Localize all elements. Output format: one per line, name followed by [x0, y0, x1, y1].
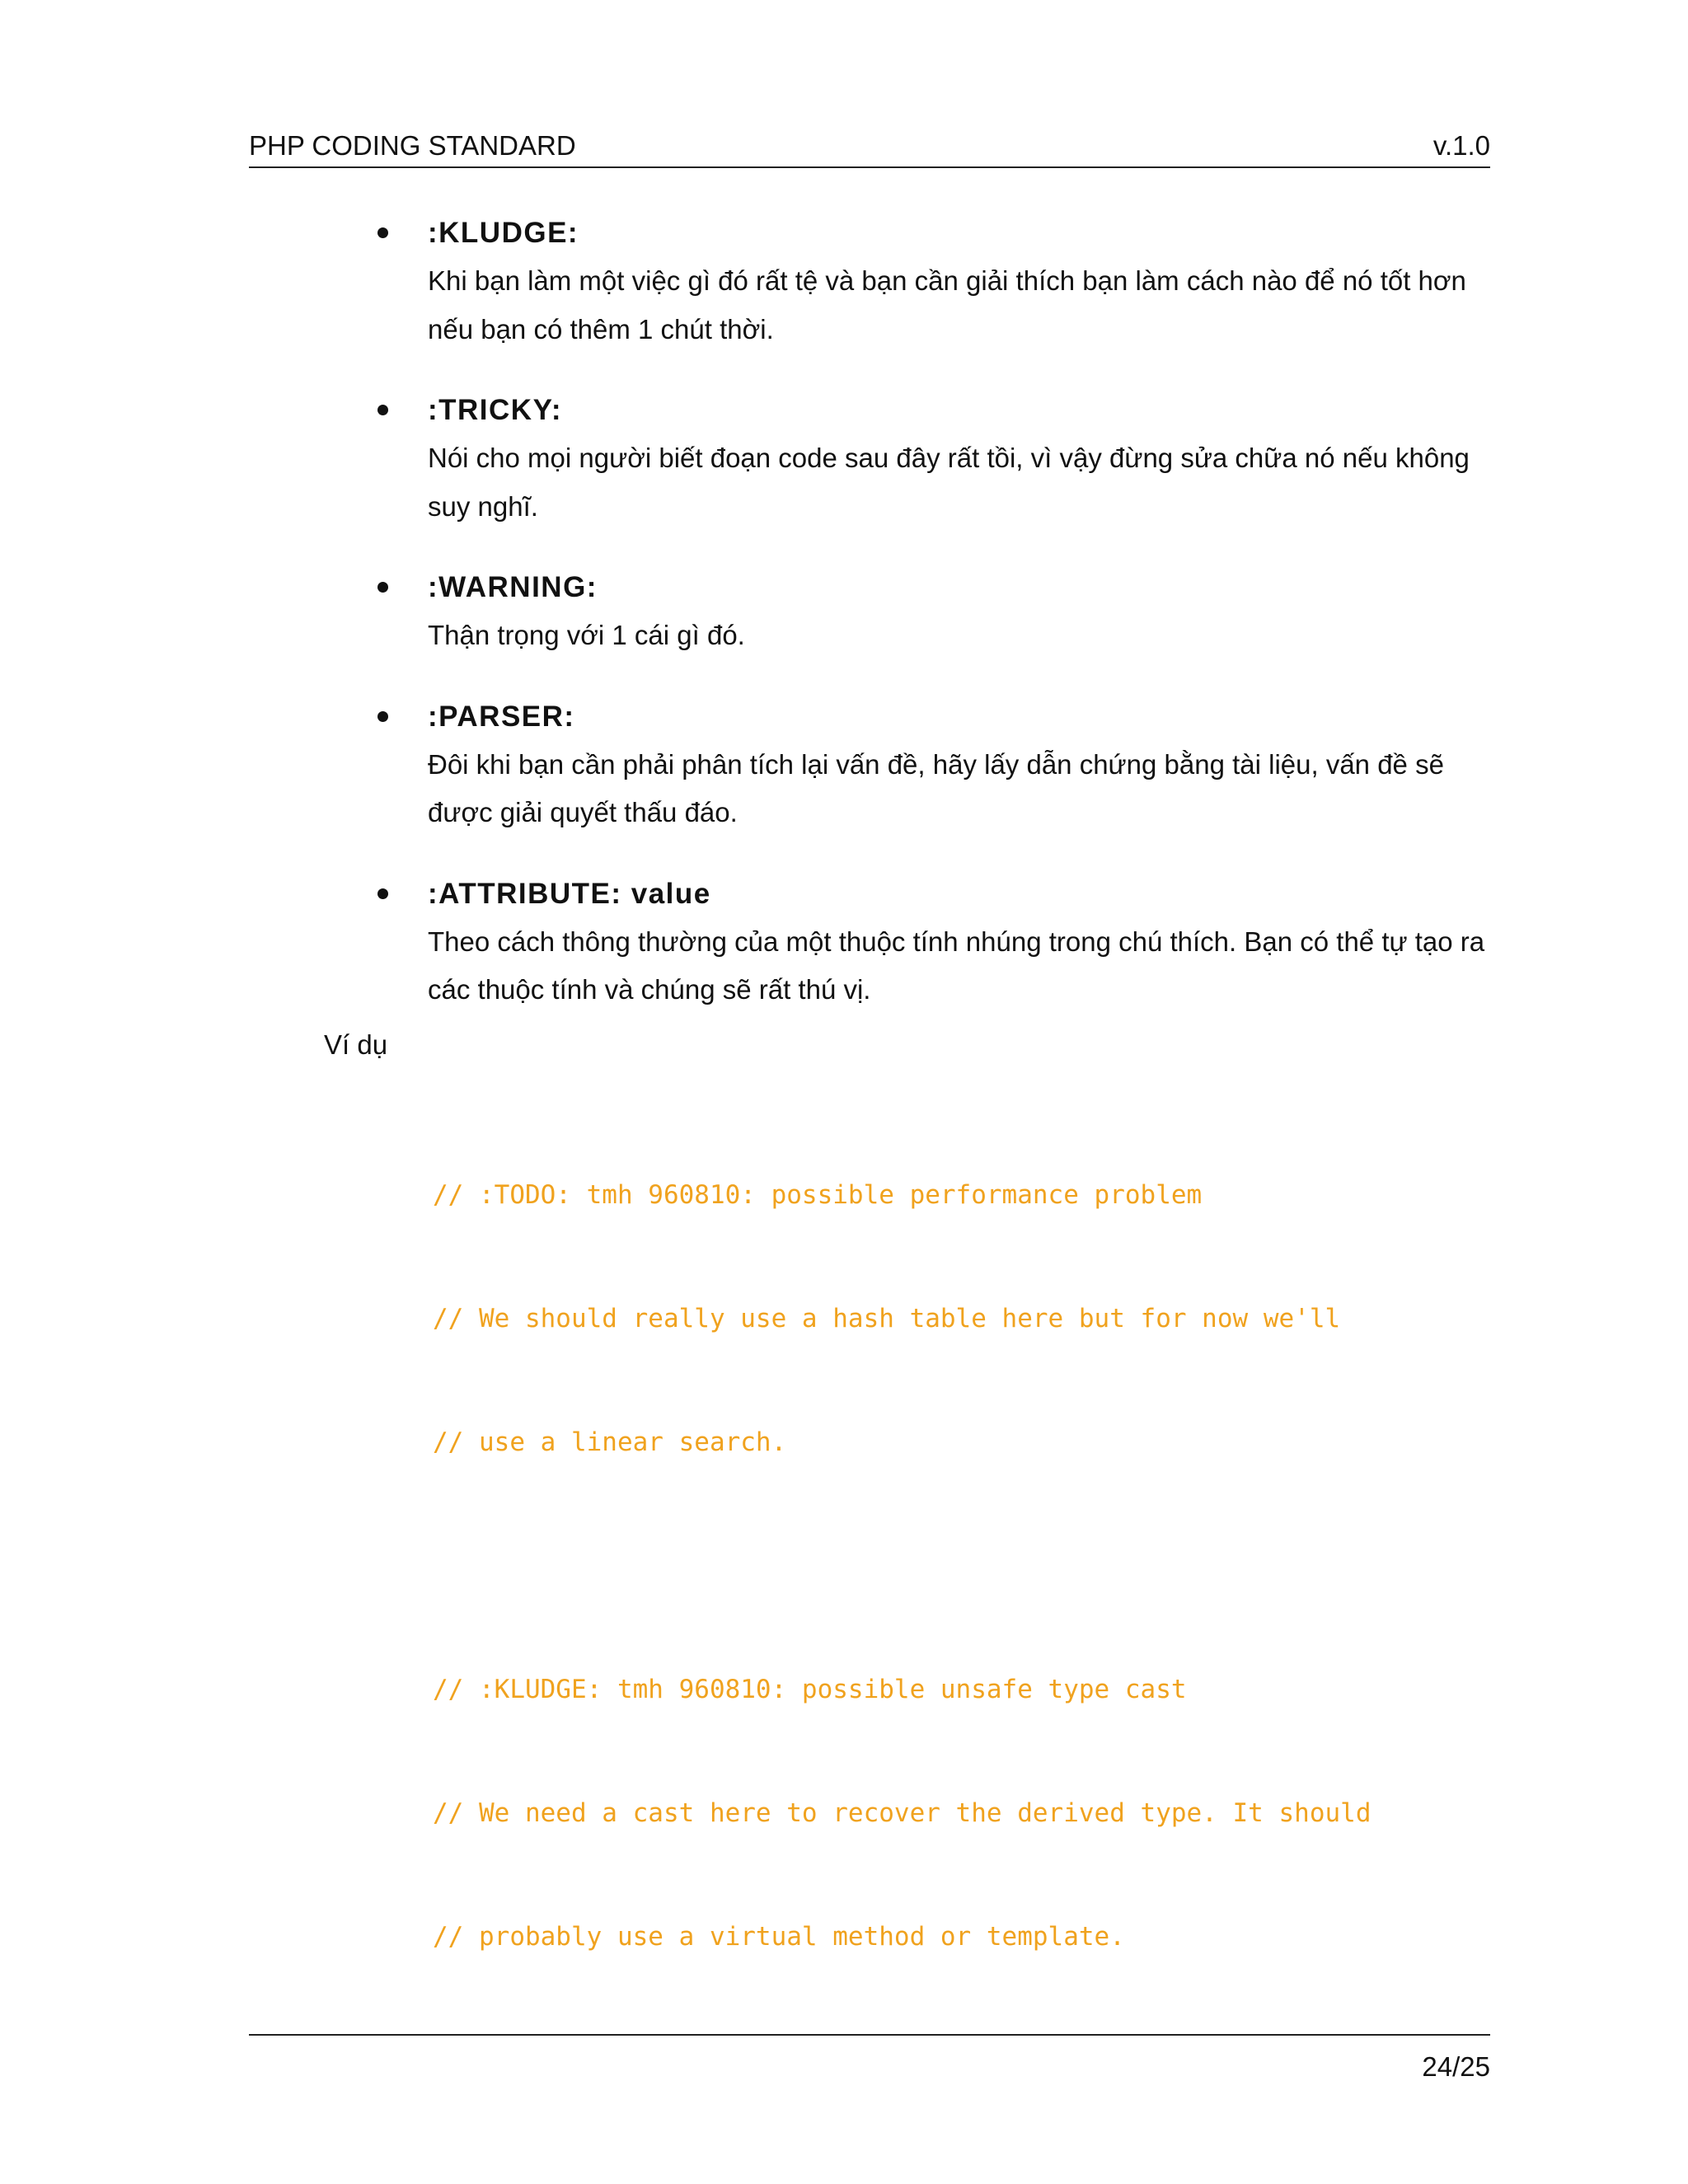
- code-line: [433, 1545, 1371, 1586]
- list-item: [0, 387, 1688, 531]
- list-item: [0, 209, 1688, 354]
- document-title: PHP CODING STANDARD: [249, 130, 576, 161]
- tag-description: Đôi khi bạn cần phải phân tích lại vấn đề, hãy lấy dẫn chứng bằng tài liệu, vấn đề sẽ được giải quyết thấu đáo.: [428, 748, 1444, 827]
- tag-description: Thận trọng với 1 cái gì đó.: [428, 620, 745, 650]
- tag-description: Nói cho mọi người biết đoạn code sau đây rất tồi, vì vậy đừng sửa chữa nó nếu không suy nghĩ.: [428, 443, 1470, 522]
- bullet-icon: [377, 582, 388, 593]
- bullet-icon: [377, 227, 388, 238]
- example-label: Ví dụ: [324, 1029, 388, 1060]
- code-line: // probably use a virtual method or template.: [433, 1922, 1125, 1952]
- list-item: [0, 564, 1688, 660]
- tag-title: :TRICKY:: [428, 394, 562, 426]
- code-line: // use a linear search.: [433, 1427, 787, 1457]
- tag-title: :PARSER:: [428, 700, 575, 733]
- list-item: [0, 693, 1688, 837]
- tag-description: Theo cách thông thường của một thuộc tính nhúng trong chú thích. Bạn có thể tự tạo ra các thuộc tính và chúng sẽ rất thú vị.: [428, 926, 1485, 1005]
- bullet-icon: [377, 888, 388, 899]
- tag-title: :KLUDGE:: [428, 217, 579, 249]
- code-line: // :TODO: tmh 960810: possible performance problem: [433, 1180, 1203, 1210]
- tag-description: Khi bạn làm một việc gì đó rất tệ và bạn cần giải thích bạn làm cách nào để nó tốt hơn nếu bạn có thêm 1 chút thời.: [428, 265, 1466, 344]
- document-version: v.1.0: [1432, 130, 1490, 161]
- tag-title: :ATTRIBUTE: value: [428, 877, 711, 910]
- code-line: // :KLUDGE: tmh 960810: possible unsafe type cast: [433, 1675, 1187, 1704]
- page-number: 24/25: [1422, 2051, 1490, 2082]
- list-item: [0, 870, 1688, 1015]
- bullet-icon: [377, 711, 388, 722]
- code-example: [433, 1092, 1371, 2040]
- code-line: // We need a cast here to recover the derived type. It should: [433, 1798, 1372, 1828]
- page-header: [249, 125, 1490, 168]
- footer-divider: [249, 2034, 1490, 2036]
- bullet-icon: [377, 405, 388, 415]
- comment-tag-list: [0, 209, 1688, 1047]
- tag-title: :WARNING:: [428, 571, 598, 603]
- code-line: // We should really use a hash table here but for now we'll: [433, 1304, 1341, 1333]
